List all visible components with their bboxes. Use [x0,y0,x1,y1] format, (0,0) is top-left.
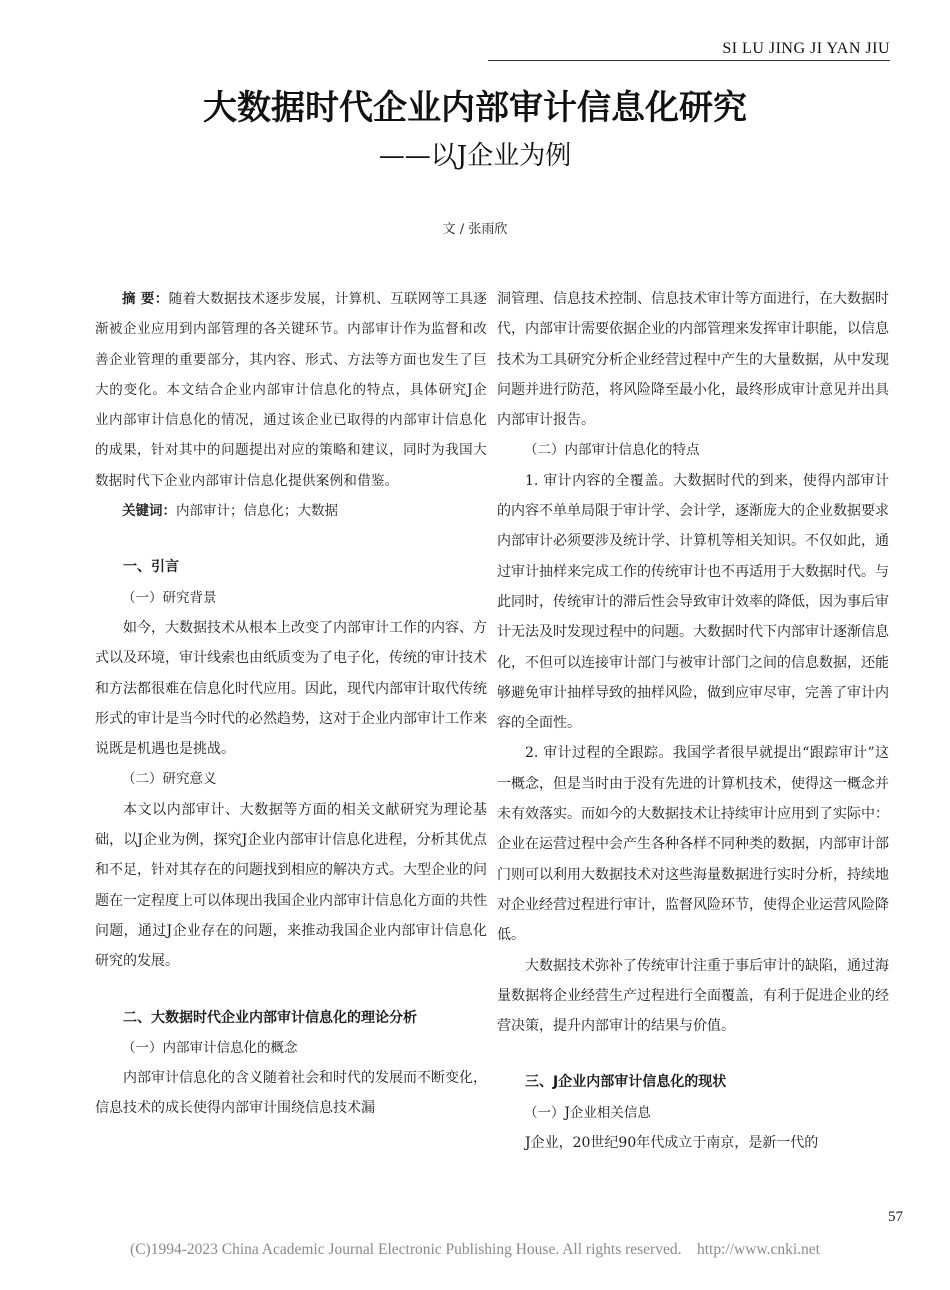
paragraph-background: 如今，大数据技术从根本上改变了内部审计工作的内容、方式以及环境，审计线索也由纸质变为了电子化，传统的审计技术和方法都很难在信息化时代应用。因此，现代内部审计取代传统形式的审计是当今时代的必然趋势，这对于企业内部审计工作来说既是机遇也是挑战。 [95,619,487,758]
paragraph-info: J企业，20世纪90年代成立于南京，是新一代的 [525,1135,819,1152]
author-line: 文 / 张雨欣 [442,222,508,237]
paragraph-concept: 内部审计信息化的含义随着社会和时代的发展而不断变化，信息技术的成长使得内部审计围绕信息技术漏 [95,1070,487,1117]
section-heading-theory: 二、大数据时代企业内部审计信息化的理论分析 [123,1009,417,1026]
copyright-footer: (C)1994-2023 China Academic Journal Electronic Publishing House. All rights reserved. http://www.cnki.net [130,1241,820,1258]
header-rule [488,60,890,61]
subsection-heading-features: （二）内部审计信息化的特点 [524,442,700,459]
paragraph-feature-3: 大数据技术弥补了传统审计注重于事后审计的缺陷，通过海量数据将企业经营生产过程进行全面覆盖，有利于促进企业的经营决策，提升内部审计的结果与价值。 [497,957,889,1035]
keywords-label: 关键词： [122,503,176,520]
abstract [95,284,487,496]
keywords-text: 内部审计；信息化；大数据 [176,503,338,520]
section-heading-status: 三、J企业内部审计信息化的现状 [525,1074,727,1091]
abstract-label: 摘 要： [122,291,169,307]
subsection-heading-significance: （二）研究意义 [122,771,217,788]
subsection-heading-concept: （一）内部审计信息化的概念 [122,1039,298,1056]
keywords [95,496,487,526]
article-subtitle: ——以J企业为例 [378,141,572,171]
subsection-heading-info: （一）J企业相关信息 [524,1104,651,1121]
paragraph-feature-2: 2. 审计过程的全跟踪。我国学者很早就提出“跟踪审计”这一概念，但是当时由于没有先进的计算机技术，使得这一概念并未有效落实。而如今的大数据技术让持续审计应用到了实际中：企业在运营过程中会产生各种各样不同种类的数据，内部审计部门则可以利用大数据技术对这些海量数据进行实时分析，持续地对企业经营过程进行审计，监督风险环节，使得企业运营风险降低。 [497,745,889,944]
journal-header: SI LU JING JI YAN JIU [722,40,890,57]
left-column [95,284,487,1124]
paragraph-significance: 本文以内部审计、大数据等方面的相关文献研究为理论基础，以J企业为例，探究J企业内部审计信息化进程，分析其优点和不足，针对其存在的问题找到相应的解决方式。大型企业的问题在一定程度上可以体现出我国企业内部审计信息化方面的共性问题，通过J企业存在的问题，来推动我国企业内部审计信息化研究的发展。 [95,801,487,970]
right-column [497,284,889,1158]
paragraph-feature-1: 1. 审计内容的全覆盖。大数据时代的到来，使得内部审计的内容不单单局限于审计学、会计学，逐渐庞大的企业数据要求内部审计必须要涉及统计学、计算机等相关知识。不仅如此，通过审计抽样来完成工作的传统审计也不再适用于大数据时代。与此同时，传统审计的滞后性会导致审计效率的降低，因为事后审计无法及时发现过程中的问题。大数据时代下内部审计逐渐信息化，不但可以连接审计部门与被审计部门之间的信息数据，还能够避免审计抽样导致的抽样风险，做到应审尽审，完善了审计内容的全面性。 [497,472,889,732]
paragraph-continued: 洞管理、信息技术控制、信息技术审计等方面进行，在大数据时代，内部审计需要依据企业的内部管理来发挥审计职能，以信息技术为工具研究分析企业经营过程中产生的大量数据，从中发现问题并进行防范，将风险降至最小化，最终形成审计意见并出具内部审计报告。 [497,291,889,429]
article-title: 大数据时代企业内部审计信息化研究 [203,88,747,128]
section-heading-intro: 一、引言 [123,559,179,576]
subsection-heading-background: （一）研究背景 [122,589,217,606]
abstract-text: 随着大数据技术逐步发展，计算机、互联网等工具逐渐被企业应用到内部管理的各关键环节。内部审计作为监督和改善企业管理的重要部分，其内容、形式、方法等方面也发生了巨大的变化。本文结合企业内部审计信息化的特点，具体研究J企业内部审计信息化的情况，通过该企业已取得的内部审计信息化的成果，针对其中的问题提出对应的策略和建议，同时为我国大数据时代下企业内部审计信息化提供案例和借鉴。 [95,291,487,489]
page-number: 57 [888,1209,903,1225]
